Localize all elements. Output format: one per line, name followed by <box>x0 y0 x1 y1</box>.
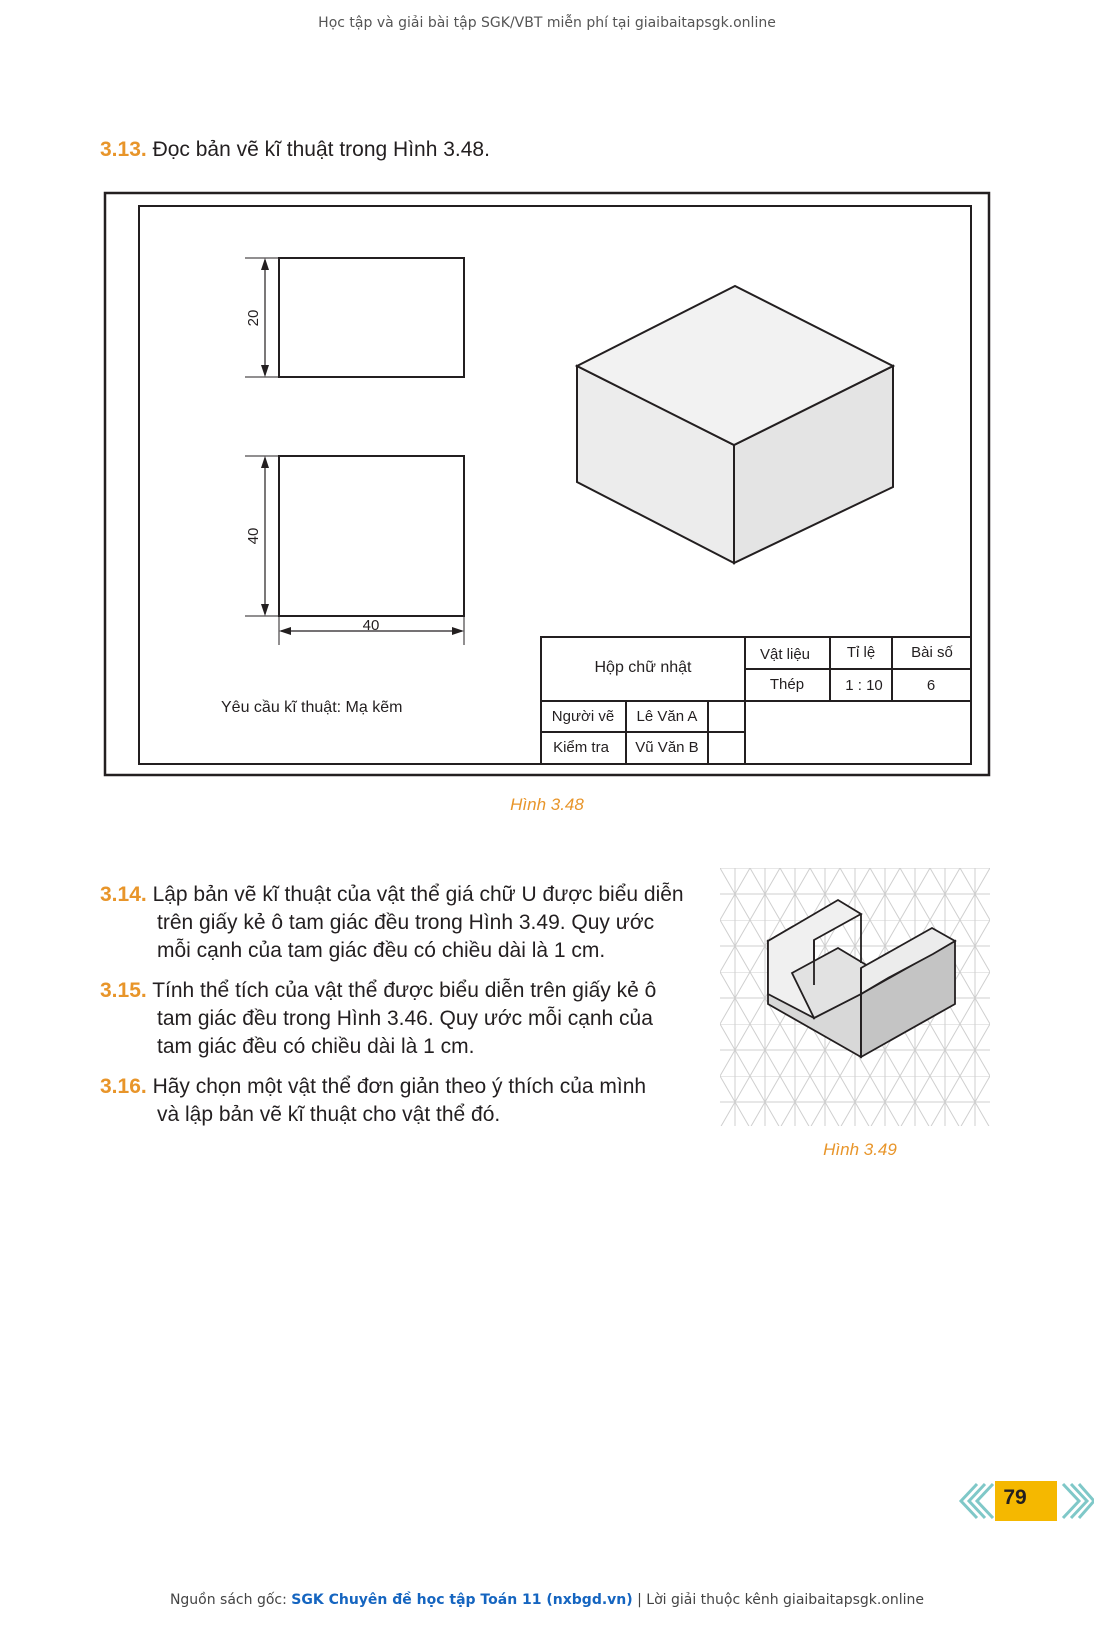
checker-name: Vũ Văn B <box>635 739 699 756</box>
footer-suffix: | Lời giải thuộc kênh giaibaitapsgk.online <box>632 1592 925 1608</box>
exercise-line: trên giấy kẻ ô tam giác đều trong Hình 3.49. Quy ước <box>157 911 655 934</box>
exercise-number: 3.16. <box>100 1075 147 1098</box>
dim-label-40-horizontal: 40 <box>362 617 380 634</box>
page-header: Học tập và giải bài tập SGK/VBT miễn phí tại giaibaitapsgk.online <box>318 15 776 31</box>
material-label: Vật liệu <box>759 646 811 663</box>
exercise-number: 3.15. <box>100 979 147 1002</box>
figure-caption-3-48: Hình 3.48 <box>510 795 584 814</box>
page-number: 79 <box>1003 1486 1027 1509</box>
checker-label: Kiểm tra <box>553 739 609 756</box>
top-view <box>279 258 464 377</box>
footer-source-link[interactable]: SGK Chuyên đề học tập Toán 11 (nxbgd.vn) <box>291 1592 633 1608</box>
dim-label-40-vertical: 40 <box>245 527 262 545</box>
exercise-line: tam giác đều có chiều dài là 1 cm. <box>157 1035 475 1058</box>
number-label: Bài số <box>911 644 953 661</box>
drawer-name: Lê Văn A <box>636 708 698 725</box>
drawer-label: Người vẽ <box>551 708 615 725</box>
exercise-text: Đọc bản vẽ kĩ thuật trong Hình 3.48. <box>152 138 490 161</box>
exercise-3-14 <box>100 881 700 965</box>
technical-drawing <box>0 0 1094 800</box>
exercise-line: mỗi cạnh của tam giác đều có chiều dài là 1 cm. <box>157 939 606 962</box>
page-footer <box>0 1592 1094 1608</box>
scale-value: 1 : 10 <box>845 677 883 694</box>
exercise-3-15 <box>100 977 700 1061</box>
footer-prefix: Nguồn sách gốc: <box>169 1592 292 1608</box>
front-view <box>279 456 464 616</box>
number-value: 6 <box>926 677 936 694</box>
exercise-number: 3.14. <box>100 883 147 906</box>
scale-label: Tỉ lệ <box>846 644 876 661</box>
exercise-line: và lập bản vẽ kĩ thuật cho vật thể đó. <box>157 1103 501 1126</box>
exercise-3-16 <box>100 1073 700 1129</box>
exercise-line: Lập bản vẽ kĩ thuật của vật thể giá chữ U được biểu diễn <box>152 883 684 906</box>
material-value: Thép <box>769 676 805 693</box>
exercise-line: Hãy chọn một vật thể đơn giản theo ý thích của mình <box>152 1075 647 1098</box>
dim-label-20: 20 <box>245 309 262 327</box>
exercise-number: 3.13. <box>100 138 147 161</box>
technical-requirement: Yêu cầu kĩ thuật: Mạ kẽm <box>221 699 403 716</box>
figure-caption-3-49: Hình 3.49 <box>823 1140 897 1159</box>
figure-3-49 <box>720 868 990 1126</box>
exercise-line: tam giác đều trong Hình 3.46. Quy ước mỗi cạnh của <box>157 1007 653 1030</box>
exercise-line: Tính thể tích của vật thể được biểu diễn trên giấy kẻ ô <box>152 979 657 1002</box>
title-block-name: Hộp chữ nhật <box>594 659 692 676</box>
